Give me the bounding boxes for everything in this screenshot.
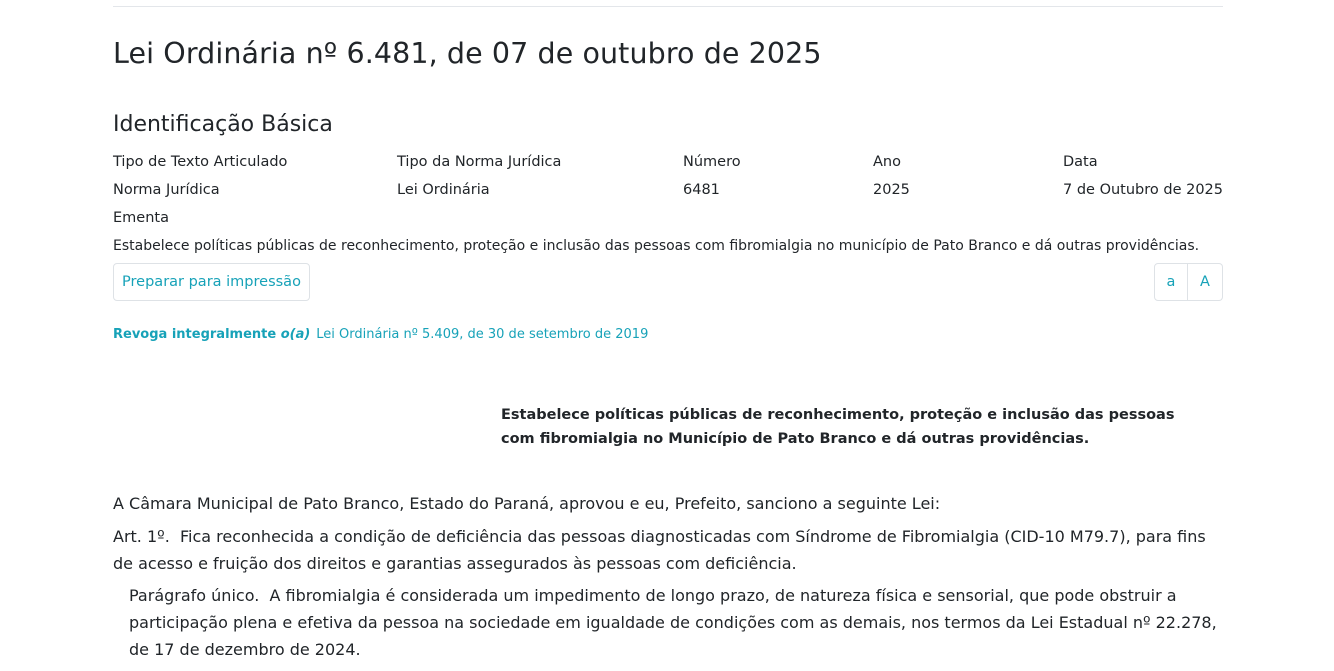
value-ementa: Estabelece políticas públicas de reconhecimento, proteção e inclusão das pessoas com fibromialgia no município de Pato Branco e dá outras providências.	[113, 238, 1200, 254]
revoga-link[interactable]: Lei Ordinária nº 5.409, de 30 de setembro de 2019	[316, 327, 649, 342]
article-1-text: Fica reconhecida a condição de deficiência das pessoas diagnosticadas com Síndrome de Fibromialgia (CID-10 M79.7), para fins de acesso e fruição dos direitos e garantias assegurados às pessoas com deficiência.	[113, 527, 1206, 573]
decrease-font-button[interactable]: a	[1154, 263, 1188, 301]
label-numero: Número	[683, 154, 741, 170]
value-ano: 2025	[873, 182, 910, 198]
revoga-label-prefix: Revoga integralmente	[113, 327, 281, 342]
font-size-controls	[1154, 263, 1223, 301]
value-numero: 6481	[683, 182, 720, 198]
value-tipo-norma: Lei Ordinária	[397, 182, 490, 198]
label-tipo-norma: Tipo da Norma Jurídica	[397, 154, 562, 170]
paragrafo-label: Parágrafo único.	[129, 586, 260, 605]
paragrafo-unico	[129, 582, 1223, 663]
print-button[interactable]: Preparar para impressão	[113, 263, 310, 301]
label-tipo-texto: Tipo de Texto Articulado	[113, 154, 288, 170]
page-title: Lei Ordinária nº 6.481, de 07 de outubro de 2025	[113, 37, 822, 70]
article-1-label: Art. 1º.	[113, 527, 170, 546]
label-ano: Ano	[873, 154, 901, 170]
revoga-line	[113, 327, 648, 342]
label-data: Data	[1063, 154, 1098, 170]
increase-font-button[interactable]: A	[1188, 263, 1223, 301]
ementa-bold-text: Estabelece políticas públicas de reconhecimento, proteção e inclusão das pessoas com fibromialgia no Município de Pato Branco e dá outras providências.	[501, 407, 1175, 447]
paragrafo-text: A fibromialgia é considerada um impedimento de longo prazo, de natureza física e sensorial, que pode obstruir a participação plena e efetiva da pessoa na sociedade em igualdade de condições com as demais, nos termos da Lei Estadual nº 22.278, de 17 de dezembro de 2024.	[129, 586, 1217, 659]
top-divider	[113, 6, 1223, 7]
value-tipo-texto: Norma Jurídica	[113, 182, 220, 198]
article-1	[113, 523, 1223, 577]
preambulo: A Câmara Municipal de Pato Branco, Estado do Paraná, aprovou e eu, Prefeito, sanciono a seguinte Lei:	[113, 494, 941, 513]
revoga-label	[113, 327, 310, 342]
value-data: 7 de Outubro de 2025	[1063, 182, 1224, 198]
section-heading-identificacao: Identificação Básica	[113, 112, 333, 137]
label-ementa: Ementa	[113, 210, 169, 226]
revoga-label-italic: o(a)	[280, 327, 311, 342]
